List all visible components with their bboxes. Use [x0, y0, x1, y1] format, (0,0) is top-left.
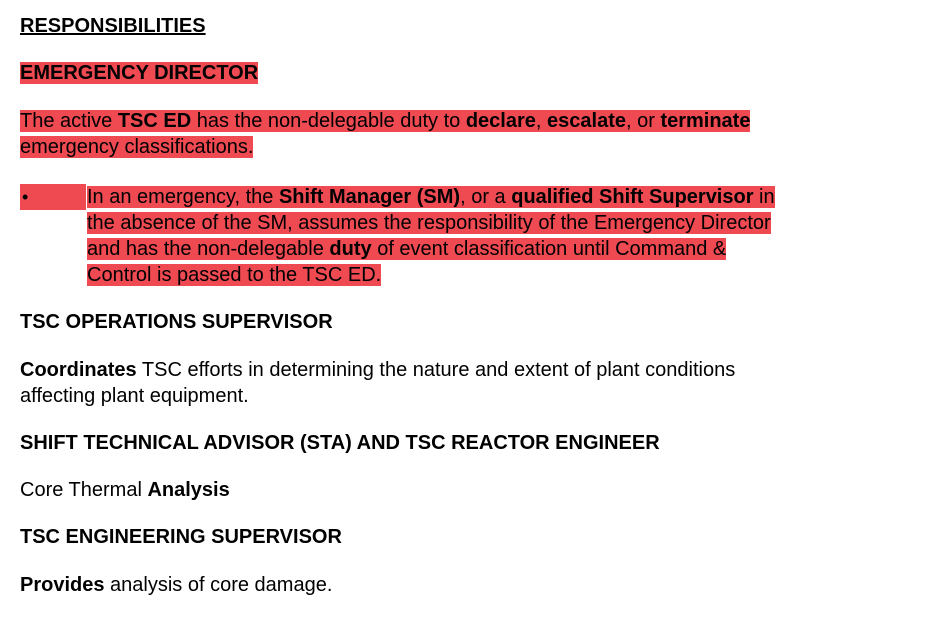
ed-text-3: ,: [535, 110, 548, 132]
emergency-director-heading-text: EMERGENCY DIRECTOR: [20, 62, 259, 84]
eng-supervisor-heading: TSC ENGINEERING SUPERVISOR: [20, 526, 342, 548]
bullet-marker: [20, 184, 86, 210]
ops-supervisor-heading: TSC OPERATIONS SUPERVISOR: [20, 311, 333, 333]
eng-line: [20, 572, 332, 598]
sta-text-a: Core Thermal: [20, 479, 148, 501]
ed-text-declare: declare: [465, 110, 536, 132]
bullet-text-4: Control is passed to the TSC ED.: [87, 264, 382, 286]
ed-text-4: , or: [625, 110, 661, 132]
ed-paragraph-line-1: [20, 108, 750, 134]
page-title: RESPONSIBILITIES: [20, 15, 206, 37]
ed-text-tsc-ed: TSC ED: [117, 110, 192, 132]
bullet-icon: •: [22, 187, 29, 207]
ed-text-line-2: emergency classifications.: [20, 136, 254, 158]
ed-text-2: has the non-delegable duty to: [191, 110, 466, 132]
bullet-line-4: [87, 262, 381, 288]
ops-line-1: [20, 357, 735, 383]
bullet-text-1e: in: [753, 186, 775, 208]
eng-text-provides: Provides: [20, 574, 105, 596]
bullet-text-duty: duty: [329, 238, 372, 260]
ed-paragraph-line-2: [20, 134, 253, 160]
bullet-text-shift-manager: Shift Manager (SM): [278, 186, 461, 208]
emergency-director-heading: [20, 60, 258, 86]
bullet-text-1c: , or a: [460, 186, 512, 208]
ed-text-escalate: escalate: [547, 110, 626, 132]
eng-text-b: analysis of core damage.: [104, 574, 333, 596]
ops-text-coordinates: Coordinates: [20, 359, 137, 381]
bullet-text-3a: and has the non-delegable: [87, 238, 330, 260]
bullet-text-3c: of event classification until Command &: [371, 238, 727, 260]
bullet-line-2: [87, 210, 771, 236]
sta-line: [20, 477, 230, 503]
ops-text-1b: TSC efforts in determining the nature and extent of plant conditions: [136, 359, 736, 381]
bullet-text-2: the absence of the SM, assumes the responsibility of the Emergency Director: [87, 212, 771, 234]
bullet-line-1: [87, 184, 775, 210]
sta-heading: SHIFT TECHNICAL ADVISOR (STA) AND TSC REACTOR ENGINEER: [20, 432, 660, 454]
ed-text-terminate: terminate: [660, 110, 751, 132]
bullet-text-1a: In an emergency, the: [87, 186, 279, 208]
ops-line-2: affecting plant equipment.: [20, 385, 249, 407]
sta-text-analysis: Analysis: [147, 479, 230, 501]
bullet-text-qualified-supervisor: qualified Shift Supervisor: [511, 186, 754, 208]
ed-text-1: The active: [20, 110, 118, 132]
bullet-line-3: [87, 236, 726, 262]
